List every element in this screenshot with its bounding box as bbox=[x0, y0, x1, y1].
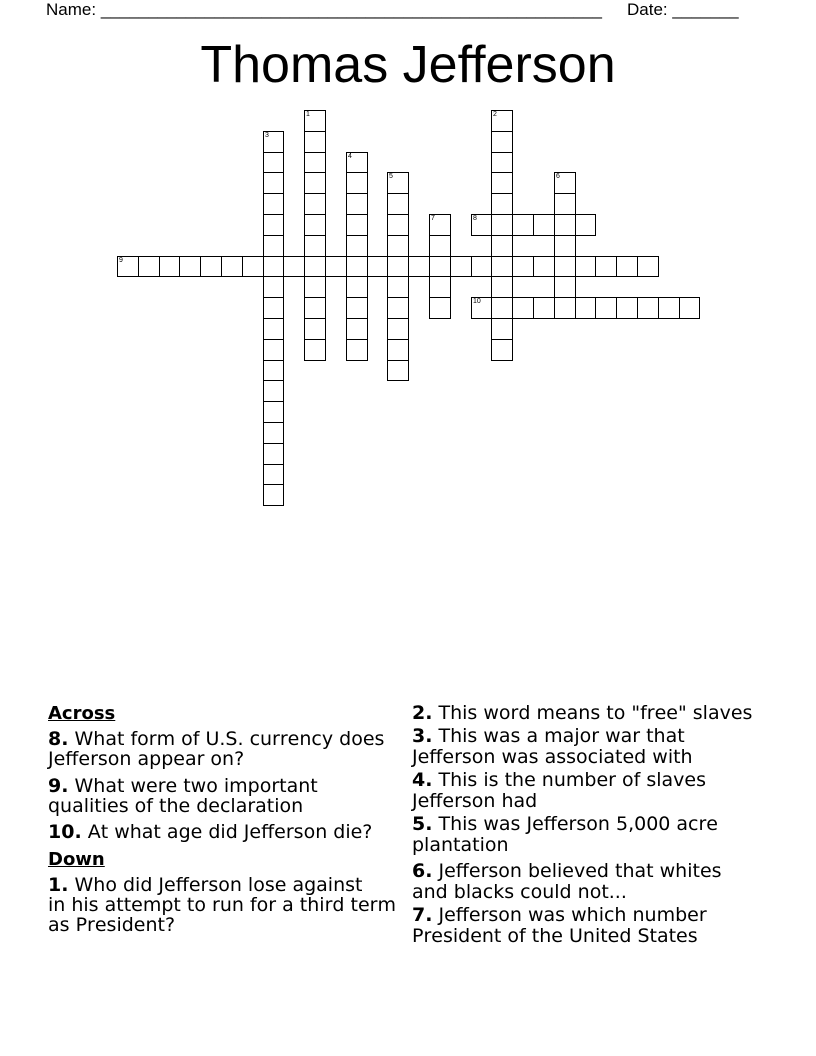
crossword-cell bbox=[263, 152, 284, 173]
clue-down-6 bbox=[412, 861, 758, 903]
page-title: Thomas Jefferson bbox=[200, 36, 616, 94]
clue-number: 2. bbox=[412, 701, 433, 724]
crossword-cell bbox=[429, 297, 451, 319]
crossword-cell bbox=[554, 276, 576, 298]
clue-text: This was Jefferson 5,000 acre plantation bbox=[412, 812, 718, 856]
crossword-cell bbox=[346, 235, 368, 257]
crossword-cell bbox=[304, 110, 326, 132]
clue-across-9 bbox=[48, 776, 400, 816]
crossword-cell bbox=[263, 380, 284, 402]
crossword-cell bbox=[346, 152, 368, 173]
crossword-cell bbox=[179, 256, 201, 277]
date-line: _______ bbox=[672, 0, 739, 19]
crossword-cell bbox=[304, 152, 326, 173]
crossword-cell bbox=[283, 256, 305, 277]
crossword-cell bbox=[429, 214, 451, 236]
crossword-cell bbox=[491, 214, 513, 236]
crossword-cell bbox=[658, 297, 680, 319]
clue-number: 10. bbox=[48, 820, 82, 843]
date-label: Date: bbox=[627, 0, 668, 19]
clue-down-5 bbox=[412, 814, 758, 856]
crossword-cell bbox=[263, 464, 284, 485]
clue-text: Who did Jefferson lose against in his attempt to run for a third term as President? bbox=[48, 873, 396, 936]
crossword-cell bbox=[387, 193, 409, 215]
crossword-cell bbox=[450, 256, 472, 277]
clue-text: What form of U.S. currency does Jefferson appear on? bbox=[48, 727, 385, 770]
crossword-cell bbox=[263, 172, 284, 194]
clue-number: 1. bbox=[48, 873, 69, 896]
clue-down-7 bbox=[412, 905, 758, 947]
clue-down-2 bbox=[412, 703, 758, 724]
crossword-cell bbox=[117, 256, 139, 277]
crossword-cell bbox=[491, 256, 513, 277]
crossword-cell bbox=[595, 297, 617, 319]
crossword-cell bbox=[263, 339, 284, 361]
crossword-cell bbox=[387, 297, 409, 319]
crossword-cell bbox=[575, 214, 596, 236]
crossword-cell bbox=[263, 256, 284, 277]
clue-number: 7. bbox=[412, 903, 433, 926]
clue-number: 6. bbox=[412, 859, 433, 882]
crossword-cell bbox=[491, 318, 513, 340]
crossword-cell bbox=[263, 443, 284, 465]
crossword-cell bbox=[554, 193, 576, 215]
crossword-cell bbox=[200, 256, 222, 277]
clue-number: 8. bbox=[48, 727, 69, 750]
crossword-cell bbox=[387, 235, 409, 257]
crossword-cell bbox=[263, 276, 284, 298]
crossword-cell bbox=[242, 256, 264, 277]
crossword-cell bbox=[159, 256, 180, 277]
clue-down-4 bbox=[412, 770, 758, 812]
clue-down-1 bbox=[48, 875, 400, 935]
clue-text: Jefferson believed that whites and blacks could not... bbox=[412, 859, 722, 903]
crossword-cell bbox=[554, 297, 576, 319]
clue-text: Jefferson was which number President of the United States bbox=[412, 903, 707, 947]
crossword-cell bbox=[512, 297, 534, 319]
crossword-cell bbox=[491, 172, 513, 194]
clue-text: What were two important qualities of the declaration bbox=[48, 774, 318, 817]
crossword-cell bbox=[387, 256, 409, 277]
crossword-cell bbox=[554, 256, 576, 277]
crossword-cell bbox=[533, 256, 555, 277]
clue-number: 3. bbox=[412, 724, 433, 747]
crossword-cell bbox=[575, 256, 596, 277]
crossword-cell bbox=[304, 193, 326, 215]
crossword-cell bbox=[679, 297, 700, 319]
clue-across-8 bbox=[48, 729, 400, 769]
clue-number-label: 6 bbox=[556, 173, 560, 180]
clue-number-label: 10 bbox=[473, 298, 481, 305]
crossword-cell bbox=[554, 172, 576, 194]
crossword-cell bbox=[595, 256, 617, 277]
crossword-cell bbox=[263, 401, 284, 423]
crossword-cell bbox=[346, 193, 368, 215]
name-line: _____________________________________________________ bbox=[100, 0, 602, 19]
crossword-cell bbox=[512, 214, 534, 236]
clue-number-label: 2 bbox=[493, 111, 497, 118]
clue-number-label: 7 bbox=[431, 215, 435, 222]
crossword-cell bbox=[263, 214, 284, 236]
crossword-cell bbox=[263, 318, 284, 340]
crossword-cell bbox=[346, 256, 368, 277]
crossword-cell bbox=[429, 256, 451, 277]
clue-number-label: 5 bbox=[389, 173, 393, 180]
crossword-cell bbox=[346, 276, 368, 298]
crossword-cell bbox=[637, 256, 659, 277]
clue-text: This is the number of slaves Jefferson had bbox=[412, 768, 707, 812]
crossword-cell bbox=[408, 256, 430, 277]
crossword-cell bbox=[304, 131, 326, 153]
crossword-cell bbox=[471, 256, 492, 277]
crossword-cell bbox=[491, 152, 513, 173]
clue-number-label: 8 bbox=[473, 215, 477, 222]
crossword-cell bbox=[533, 214, 555, 236]
crossword-cell bbox=[616, 256, 638, 277]
crossword-cell bbox=[471, 297, 492, 319]
crossword-cell bbox=[491, 235, 513, 257]
crossword-cell bbox=[263, 360, 284, 381]
clue-number-label: 4 bbox=[348, 153, 352, 160]
crossword-cell bbox=[512, 256, 534, 277]
clue-text: This was a major war that Jefferson was associated with bbox=[412, 724, 693, 768]
crossword-cell bbox=[491, 276, 513, 298]
crossword-cell bbox=[263, 484, 284, 506]
crossword-cell bbox=[346, 172, 368, 194]
clue-number-label: 9 bbox=[119, 257, 123, 264]
clues-left-column bbox=[48, 703, 400, 935]
crossword-cell bbox=[346, 339, 368, 361]
crossword-cell bbox=[263, 193, 284, 215]
crossword-cell bbox=[387, 276, 409, 298]
clue-number: 5. bbox=[412, 812, 433, 835]
crossword-cell bbox=[346, 318, 368, 340]
clue-number: 4. bbox=[412, 768, 433, 791]
crossword-cell bbox=[304, 297, 326, 319]
crossword-cell bbox=[263, 422, 284, 444]
crossword-cell bbox=[346, 214, 368, 236]
crossword-cell bbox=[533, 297, 555, 319]
crossword-cell bbox=[491, 110, 513, 132]
crossword-cell bbox=[554, 235, 576, 257]
crossword-cell bbox=[304, 235, 326, 257]
crossword-cell bbox=[304, 214, 326, 236]
crossword-cell bbox=[263, 297, 284, 319]
crossword-cell bbox=[387, 172, 409, 194]
crossword-cell bbox=[554, 214, 576, 236]
crossword-cell bbox=[263, 131, 284, 153]
crossword-cell bbox=[429, 276, 451, 298]
crossword-cell bbox=[325, 256, 347, 277]
name-label: Name: bbox=[46, 0, 97, 19]
crossword-cell bbox=[491, 131, 513, 153]
crossword-cell bbox=[616, 297, 638, 319]
crossword-cell bbox=[138, 256, 160, 277]
clue-text: This word means to "free" slaves bbox=[438, 701, 753, 724]
crossword-cell bbox=[304, 256, 326, 277]
down-heading: Down bbox=[48, 848, 105, 870]
crossword-cell bbox=[387, 318, 409, 340]
crossword-cell bbox=[575, 297, 596, 319]
crossword-cell bbox=[387, 214, 409, 236]
crossword-cell bbox=[304, 172, 326, 194]
crossword-cell bbox=[263, 235, 284, 257]
crossword-cell bbox=[491, 193, 513, 215]
crossword-cell bbox=[637, 297, 659, 319]
clue-across-10 bbox=[48, 822, 400, 842]
clue-number: 9. bbox=[48, 774, 69, 797]
crossword-cell bbox=[304, 318, 326, 340]
clue-text: At what age did Jefferson die? bbox=[87, 820, 373, 843]
crossword-cell bbox=[429, 235, 451, 257]
crossword-cell bbox=[304, 339, 326, 361]
clues-right-column bbox=[412, 703, 758, 947]
crossword-cell bbox=[471, 214, 492, 236]
clue-number-label: 3 bbox=[265, 132, 269, 139]
clue-down-3 bbox=[412, 726, 758, 768]
crossword-cell bbox=[491, 297, 513, 319]
crossword-cell bbox=[387, 360, 409, 381]
crossword-cell bbox=[387, 339, 409, 361]
clue-number-label: 1 bbox=[306, 111, 310, 118]
crossword-cell bbox=[304, 276, 326, 298]
crossword-cell bbox=[221, 256, 243, 277]
crossword-cell bbox=[491, 339, 513, 361]
crossword-cell bbox=[346, 297, 368, 319]
across-heading: Across bbox=[48, 702, 116, 724]
crossword-cell bbox=[367, 256, 388, 277]
